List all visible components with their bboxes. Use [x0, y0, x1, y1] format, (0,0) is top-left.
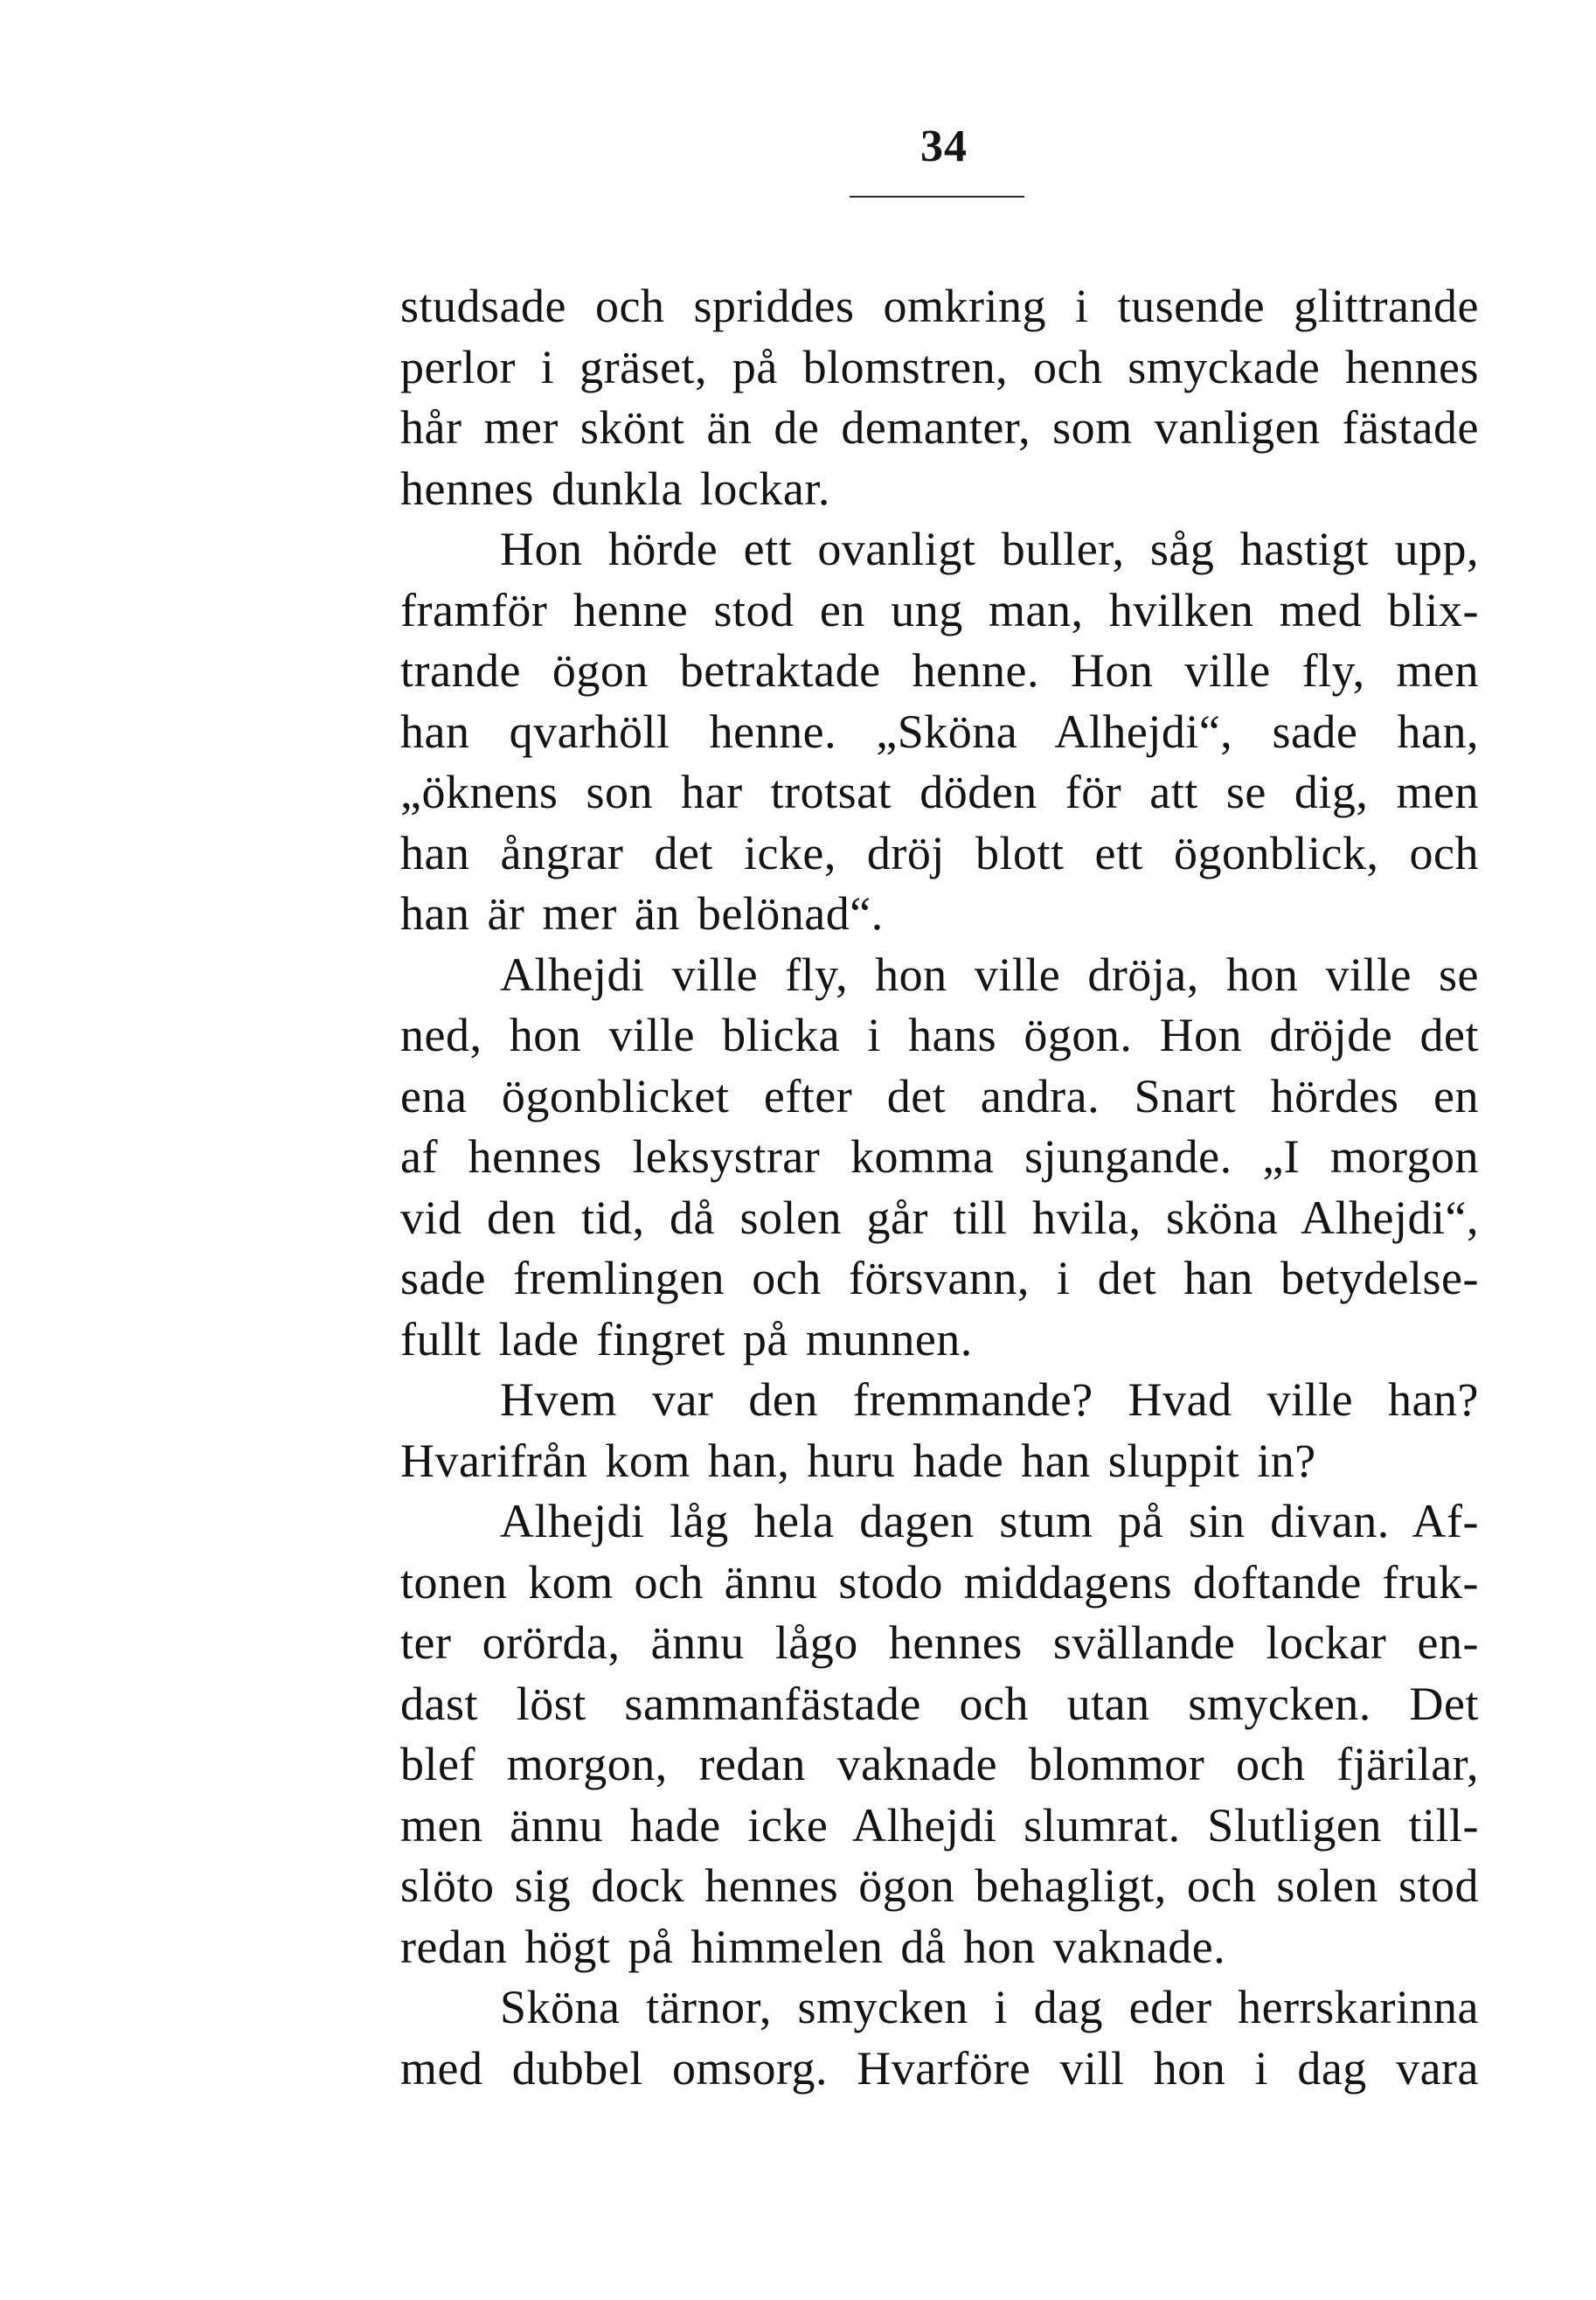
text-line: framför henne stod en ung man, hvilken med blix-	[400, 583, 1479, 636]
text-line: han qvarhöll henne. „Sköna Alhejdi“, sade han,	[400, 705, 1479, 758]
text-line: ter orörda, ännu lågo hennes svällande lockar en-	[400, 1616, 1479, 1669]
text-line: men ännu hade icke Alhejdi slumrat. Slutligen till-	[400, 1798, 1479, 1852]
text-line: „öknens son har trotsat döden för att se dig, men	[400, 766, 1479, 818]
text-line: dast löst sammanfästade och utan smycken. Det	[400, 1677, 1479, 1730]
text-line: hår mer skönt än de demanter, som vanligen fästade	[400, 401, 1479, 454]
text-line: fullt lade fingret på munnen.	[400, 1312, 973, 1365]
text-line: han är mer än belönad“.	[400, 887, 884, 940]
text-line: tonen kom och ännu stodo middagens doftande fruk-	[400, 1555, 1479, 1609]
text-line: ned, hon ville blicka i hans ögon. Hon dröjde det	[400, 1009, 1479, 1061]
header-rule	[850, 196, 1024, 198]
text-line: af hennes leksystrar komma sjungande. „I morgon	[400, 1130, 1479, 1183]
text-line: trande ögon betraktade henne. Hon ville fly, men	[400, 644, 1479, 697]
text-line: slöto sig dock hennes ögon behagligt, och solen stod	[400, 1859, 1479, 1912]
text-line: Hvarifrån kom han, huru hade han sluppit in?	[400, 1434, 1316, 1487]
text-line: Alhejdi låg hela dagen stum på sin divan. Af-	[500, 1495, 1479, 1547]
text-line: studsade och spriddes omkring i tusende glittrande	[400, 280, 1479, 332]
text-line: Alhejdi ville fly, hon ville dröja, hon ville se	[500, 948, 1479, 1001]
text-line: med dubbel omsorg. Hvarföre vill hon i dag vara	[400, 2041, 1479, 2095]
text-line: sade fremlingen och försvann, i det han betydelse-	[400, 1252, 1479, 1304]
text-line: hennes dunkla lockar.	[400, 462, 830, 515]
text-line: perlor i gräset, på blomstren, och smyckade hennes	[400, 340, 1479, 393]
text-line: Hvem var den fremmande? Hvad ville han?	[500, 1373, 1479, 1426]
text-line: vid den tid, då solen går till hvila, sköna Alhejdi“,	[400, 1191, 1479, 1244]
text-line: han ångrar det icke, dröj blott ett ögonblick, och	[400, 826, 1479, 879]
text-line: Hon hörde ett ovanligt buller, såg hastigt upp,	[500, 523, 1479, 575]
text-line: Sköna tärnor, smycken i dag eder herrskarinna	[500, 1981, 1479, 2033]
body-text	[400, 276, 1479, 2099]
text-line: redan högt på himmelen då hon vaknade.	[400, 1920, 1226, 1973]
page-number: 34	[920, 122, 968, 171]
text-line: ena ögonblicket efter det andra. Snart hördes en	[400, 1069, 1479, 1122]
text-line: blef morgon, redan vaknade blommor och fjärilar,	[400, 1738, 1479, 1790]
